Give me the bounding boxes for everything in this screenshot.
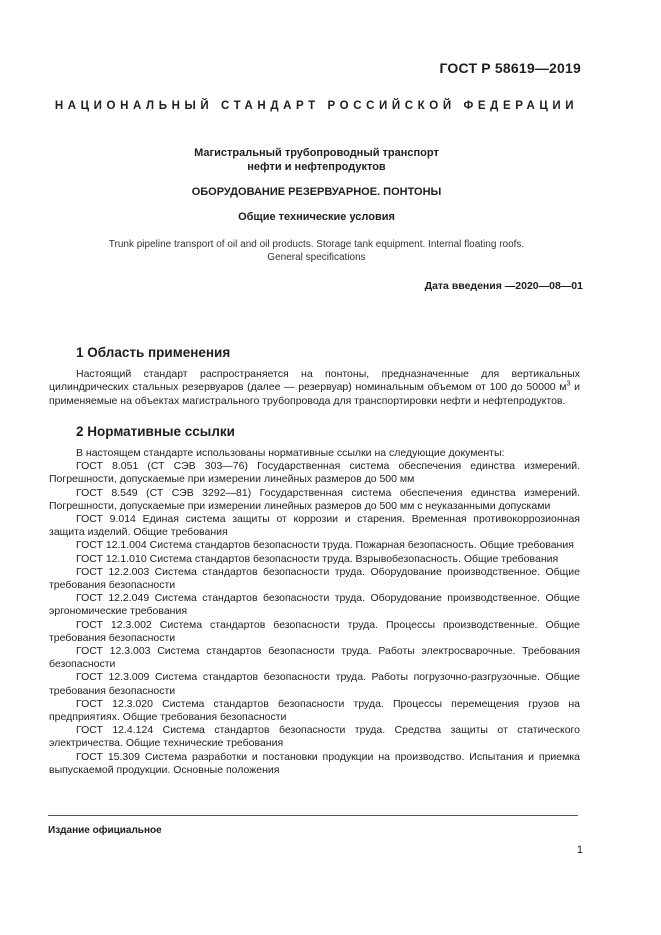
national-standard-banner: НАЦИОНАЛЬНЫЙ СТАНДАРТ РОССИЙСКОЙ ФЕДЕРАЦИИ [54, 100, 579, 112]
reference-item: В настоящем стандарте использованы нормативные ссылки на следующие документы: [76, 447, 505, 460]
title-line-1: Магистральный трубопроводный транспорт [194, 147, 439, 159]
english-title-line-2: General specifications [267, 252, 366, 263]
title-subtitle: Общие технические условия [238, 211, 395, 223]
reference-item: ГОСТ 12.1.010 Система стандартов безопасности труда. Взрывобезопасность. Общие требования [76, 552, 559, 565]
reference-item: ГОСТ 8.051 (СТ СЭВ 303—76) Государственная система обеспечения единства измерений. Погрешности, допускаемые при измерении линейных размеров до 500 мм [49, 460, 580, 486]
document-title [48, 146, 585, 174]
title-caps: ОБОРУДОВАНИЕ РЕЗЕРВУАРНОЕ. ПОНТОНЫ [191, 186, 442, 198]
reference-item: ГОСТ 12.3.009 Система стандартов безопасности труда. Работы погрузочно-разгрузочные. Общие требования безопасности [49, 671, 580, 697]
footer-divider [48, 815, 578, 816]
reference-item: ГОСТ 12.1.004 Система стандартов безопасности труда. Пожарная безопасность. Общие требования [76, 539, 574, 552]
reference-item: ГОСТ 12.2.049 Система стандартов безопасности труда. Оборудование производственное. Общие эргономические требования [49, 592, 580, 618]
english-title [48, 238, 585, 264]
reference-item: ГОСТ 15.309 Система разработки и постановки продукции на производство. Испытания и приемка выпускаемой продукции. Основные положения [49, 750, 580, 776]
main-content [49, 346, 580, 777]
section-1-heading: 1 Область применения [76, 345, 231, 360]
reference-item: ГОСТ 9.014 Единая система защиты от коррозии и старения. Временная противокоррозионная защита изделий. Общие требования [49, 513, 580, 539]
reference-item: ГОСТ 12.2.003 Система стандартов безопасности труда. Оборудование производственное. Общие требования безопасности [49, 565, 580, 592]
page-number: 1 [576, 844, 583, 856]
standard-code: ГОСТ Р 58619—2019 [439, 60, 581, 76]
official-edition-label: Издание официальное [48, 825, 162, 836]
english-title-line-1: Trunk pipeline transport of oil and oil products. Storage tank equipment. Internal floating roofs. [108, 239, 525, 250]
normative-references-list [49, 447, 580, 777]
introduction-date: Дата введения —2020—08—01 [424, 280, 583, 292]
reference-item: ГОСТ 12.3.003 Система стандартов безопасности труда. Работы электросварочные. Требования безопасности [49, 645, 580, 671]
reference-item: ГОСТ 12.3.002 Система стандартов безопасности труда. Процессы производственные. Общие требования безопасности [49, 618, 580, 644]
cubic-superscript: 3 [566, 380, 571, 388]
section-2-heading: 2 Нормативные ссылки [76, 423, 235, 439]
section-1-paragraph [49, 368, 580, 408]
section-1-text: Настоящий стандарт распространяется на понтоны, предназначенные для вертикальных цилиндрических стальных резервуаров (далее — резервуар) номинальным объемом от 100 до 50000 м [49, 368, 580, 394]
section-1-text-end: и применяемые на объектах магистрального трубопровода для транспортировки нефти и нефтепродуктов. [49, 381, 580, 407]
reference-item: ГОСТ 8.549 (СТ СЭВ 3292—81) Государственная система обеспечения единства измерений. Погрешности, допускаемые при измерении линейных размеров до 500 мм с неуказанными допусками [49, 486, 580, 512]
reference-item: ГОСТ 12.3.020 Система стандартов безопасности труда. Процессы перемещения грузов на предприятиях. Общие требования безопасности [49, 697, 580, 724]
title-line-2: нефти и нефтепродуктов [247, 161, 386, 173]
reference-item: ГОСТ 12.4.124 Система стандартов безопасности труда. Средства защиты от статического электричества. Общие технические требования [49, 724, 580, 750]
